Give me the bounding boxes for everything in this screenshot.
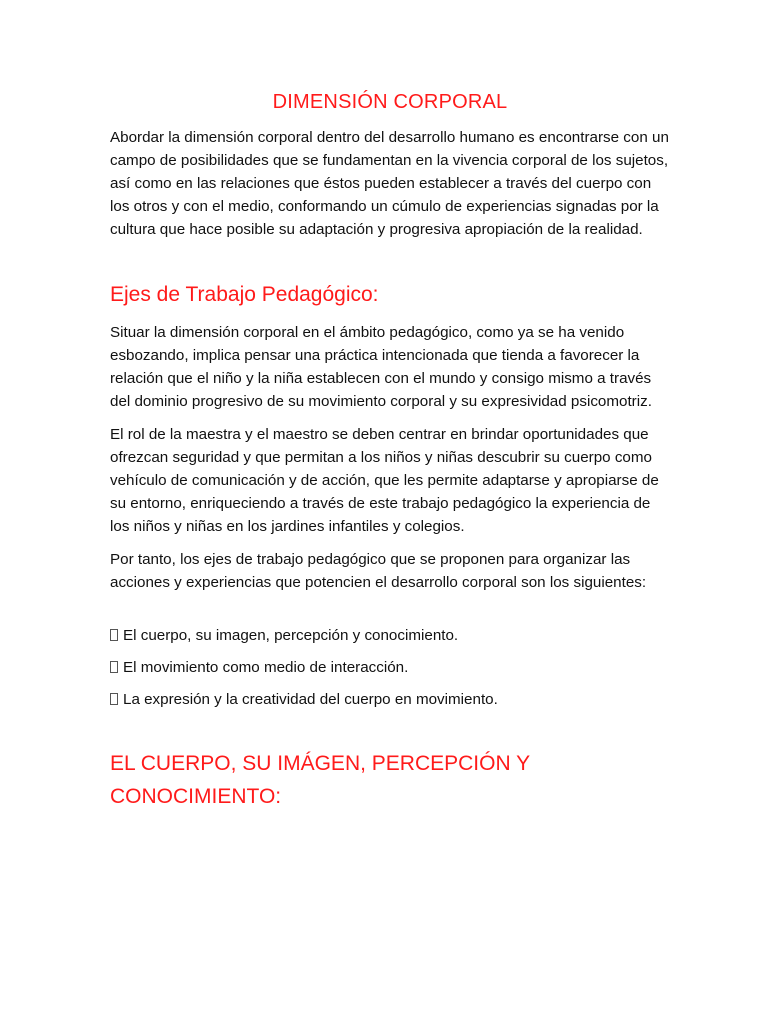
list-item-text: El cuerpo, su imagen, percepción y conocimiento. xyxy=(123,627,459,644)
section-paragraph-3: Por tanto, los ejes de trabajo pedagógico que se proponen para organizar las acciones y experiencias que potencien el desarrollo corporal son los siguientes: xyxy=(110,551,647,591)
document-title: DIMENSIÓN CORPORAL xyxy=(272,91,508,113)
section-paragraph-2: El rol de la maestra y el maestro se deben centrar en brindar oportunidades que ofrezcan seguridad y que permitan a los niños y niñas descubrir su cuerpo como vehículo de comunicación y de acción, que les permite adaptarse y apropiarse de su entorno, enriqueciendo a través de este trabajo pedagógico la experiencia de los niños y niñas en los jardines infantiles y colegios. xyxy=(110,426,659,535)
subheading: EL CUERPO, SU IMÁGEN, PERCEPCIÓN Y CONOCIMIENTO: xyxy=(110,752,530,808)
list-item xyxy=(110,688,670,711)
section-paragraph-1: Situar la dimensión corporal en el ámbito pedagógico, como ya se ha venido esbozando, implica pensar una práctica intencionada que tienda a favorecer la relación que el niño y la niña establecen con el mundo y consigo mismo a través del dominio progresivo de su movimiento corporal y su expresividad psicomotriz. xyxy=(110,324,652,410)
intro-paragraph: Abordar la dimensión corporal dentro del desarrollo humano es encontrarse con un campo de posibilidades que se fundamentan en la vivencia corporal de los sujetos, así como en las relaciones que éstos pueden establecer a través del cuerpo con los otros y con el medio, conformando un cúmulo de experiencias signadas por la cultura que hace posible su adaptación y progresiva apropiación de la realidad. xyxy=(110,129,669,238)
missing-glyph-icon xyxy=(110,693,118,705)
list-item-text: El movimiento como medio de interacción. xyxy=(123,659,409,676)
section-heading: Ejes de Trabajo Pedagógico: xyxy=(110,283,379,306)
missing-glyph-icon xyxy=(110,661,118,673)
list-item xyxy=(110,624,670,647)
bullet-list xyxy=(110,624,670,711)
missing-glyph-icon xyxy=(110,629,118,641)
list-item-text: La expresión y la creatividad del cuerpo en movimiento. xyxy=(123,691,498,708)
list-item xyxy=(110,656,670,679)
document-content xyxy=(110,88,670,813)
